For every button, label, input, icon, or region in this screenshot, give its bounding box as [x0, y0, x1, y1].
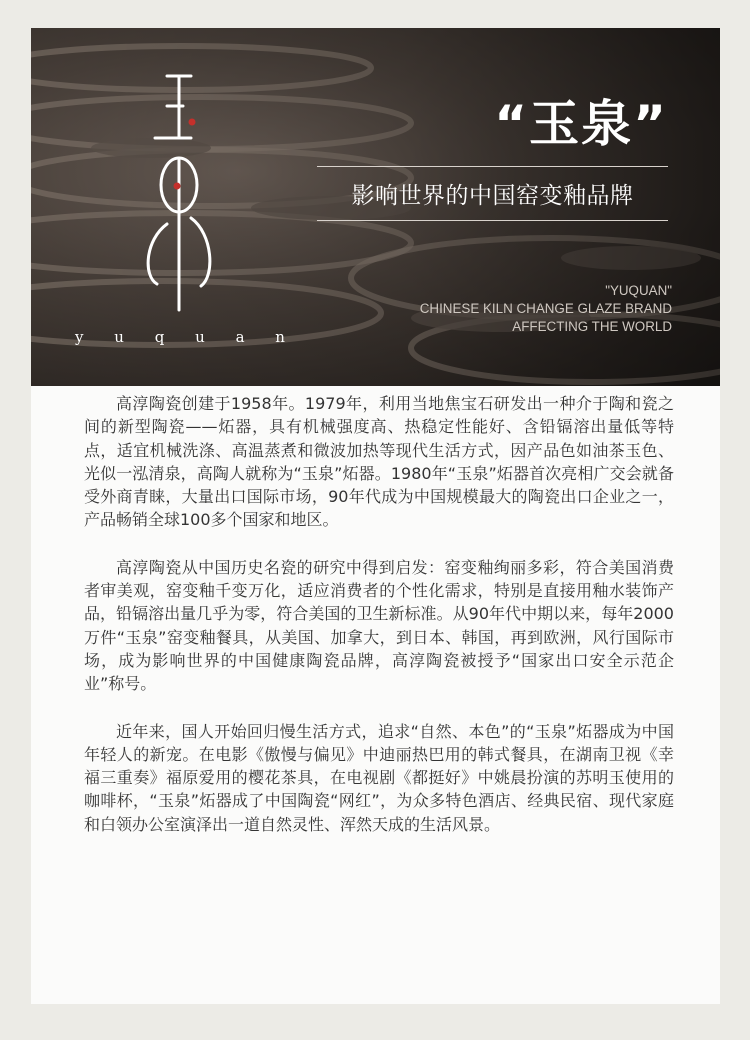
- logo-letter: a: [235, 328, 245, 346]
- logo-letter: n: [275, 328, 285, 346]
- brand-subtitle: 影响世界的中国窑变釉品牌: [351, 183, 634, 209]
- divider: [317, 166, 668, 167]
- article-body: [84, 392, 674, 860]
- english-line: CHINESE KILN CHANGE GLAZE BRAND: [419, 301, 672, 316]
- brand-title: “玉泉”: [494, 95, 668, 153]
- logo-latin-text: [75, 328, 285, 346]
- logo-letter: y: [75, 328, 84, 346]
- hero-banner: [31, 28, 720, 386]
- english-tagline: [420, 282, 672, 336]
- logo-letter: u: [195, 328, 205, 346]
- english-line: AFFECTING THE WORLD: [512, 319, 672, 334]
- red-dot-icon: [189, 119, 196, 126]
- paragraph: 近年来，国人开始回归慢生活方式，追求“自然、本色”的“玉泉”炻器成为中国年轻人的新宠。在电影《傲慢与偏见》中迪丽热巴用的韩式餐具，在湖南卫视《幸福三重奏》福原爱用的樱花茶具，在电视剧《都挺好》中姚晨扮演的苏明玉使用的咖啡杯，“玉泉”炻器成了中国陶瓷“网红”，为众多特色酒店、经典民宿、现代家庭和白领办公室演泽出一道自然灵性、浑然天成的生活风景。: [84, 721, 674, 834]
- red-dot-icon: [174, 183, 181, 190]
- divider: [317, 220, 668, 221]
- logo-letter: u: [114, 328, 124, 346]
- paragraph: 高淳陶瓷从中国历史名瓷的研究中得到启发：窑变釉绚丽多彩，符合美国消费者审美观，窑变釉千变万化，适应消费者的个性化需求，特别是直接用釉水装饰产品，铅镉溶出量几乎为零，符合美国的卫生新标准。从90年代中期以来，每年2000万件“玉泉”窑变釉餐具，从美国、加拿大，到日本、韩国，再到欧洲，风行国际市场，成为影响世界的中国健康陶瓷品牌，高淳陶瓷被授予“国家出口安全示范企业”称号。: [84, 557, 674, 694]
- paragraph: 高淳陶瓷创建于1958年。1979年，利用当地焦宝石研发出一种介于陶和瓷之间的新型陶瓷——炻器，具有机械强度高、热稳定性能好、含铅镉溶出量低等特点，适宜机械洗涤、高温蒸煮和微波加热等现代生活方式，因产品色如油茶玉色、光似一泓清泉，高陶人就称为“玉泉”炻器。1980年“玉泉”炻器首次亮相广交会就备受外商青睐，大量出口国际市场，90年代成为中国规模最大的陶瓷出口企业之一，产品畅销全球100多个国家和地区。: [84, 394, 674, 530]
- logo-letter: q: [154, 328, 165, 346]
- english-line: "YUQUAN": [605, 283, 672, 298]
